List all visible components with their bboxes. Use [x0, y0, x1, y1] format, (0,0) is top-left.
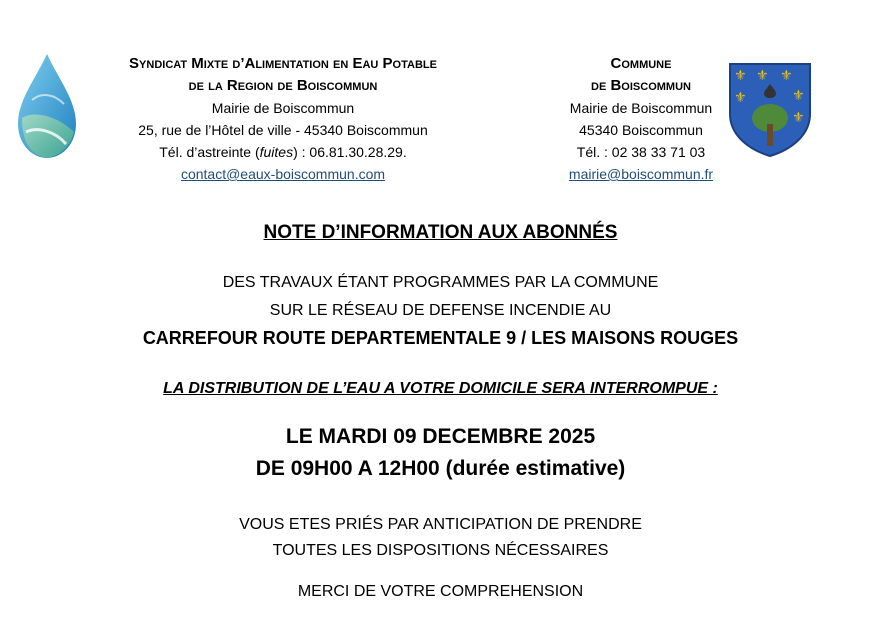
syndicat-email-link[interactable]: contact@eaux-boiscommun.com — [180, 166, 386, 182]
thanks-line: MERCI DE VOTRE COMPREHENSION — [297, 583, 584, 600]
syndicat-phone-prefix: Tél. d’astreinte ( — [159, 144, 260, 160]
coat-of-arms-icon — [726, 60, 814, 158]
syndicat-phone-note: fuites — [259, 144, 294, 160]
svg-text:⚜: ⚜ — [734, 90, 747, 106]
commune-header — [548, 53, 734, 185]
syndicat-phone — [92, 141, 474, 163]
svg-text:⚜: ⚜ — [780, 68, 793, 84]
syndicat-name-line2: de la Region de Boiscommun — [188, 77, 378, 94]
syndicat-name-line1: Syndicat Mixte d’Alimentation en Eau Potable — [129, 55, 437, 72]
commune-address: 45340 Boiscommun — [579, 122, 703, 138]
interruption-notice: LA DISTRIBUTION DE L’EAU A VOTRE DOMICILE SERA INTERROMPUE : — [163, 380, 718, 397]
notice-title: NOTE D’INFORMATION AUX ABONNÉS — [263, 222, 618, 243]
works-location: CARREFOUR ROUTE DEPARTEMENTALE 9 / LES MAISONS ROUGES — [142, 328, 739, 348]
svg-text:⚜: ⚜ — [734, 68, 747, 84]
commune-mairie: Mairie de Boiscommun — [569, 100, 713, 116]
water-drop-logo — [14, 52, 80, 162]
works-line2: SUR LE RÉSEAU DE DEFENSE INCENDIE AU — [269, 302, 612, 319]
commune-name-line1: Commune — [610, 55, 672, 72]
syndicat-phone-number: ) : 06.81.30.28.29. — [293, 144, 407, 160]
syndicat-mairie: Mairie de Boiscommun — [211, 100, 355, 116]
syndicat-header — [92, 53, 474, 185]
commune-name-line2: de Boiscommun — [591, 77, 691, 94]
svg-text:⚜: ⚜ — [756, 68, 769, 84]
interruption-date: LE MARDI 09 DECEMBRE 2025 — [285, 425, 596, 448]
svg-text:⚜: ⚜ — [792, 110, 805, 126]
works-line1: DES TRAVAUX ÉTANT PROGRAMMES PAR LA COMMUNE — [222, 274, 659, 291]
syndicat-address: 25, rue de l’Hôtel de ville - 45340 Boiscommun — [138, 122, 428, 138]
advice-line1: VOUS ETES PRIÉS PAR ANTICIPATION DE PRENDRE — [239, 516, 642, 533]
commune-phone: Tél. : 02 38 33 71 03 — [576, 144, 706, 160]
advice-line2: TOUTES LES DISPOSITIONS NÉCESSAIRES — [272, 542, 609, 559]
commune-email-link[interactable]: mairie@boiscommun.fr — [568, 166, 714, 182]
interruption-hours: DE 09H00 A 12H00 (durée estimative) — [255, 457, 626, 480]
svg-text:⚜: ⚜ — [792, 88, 805, 104]
